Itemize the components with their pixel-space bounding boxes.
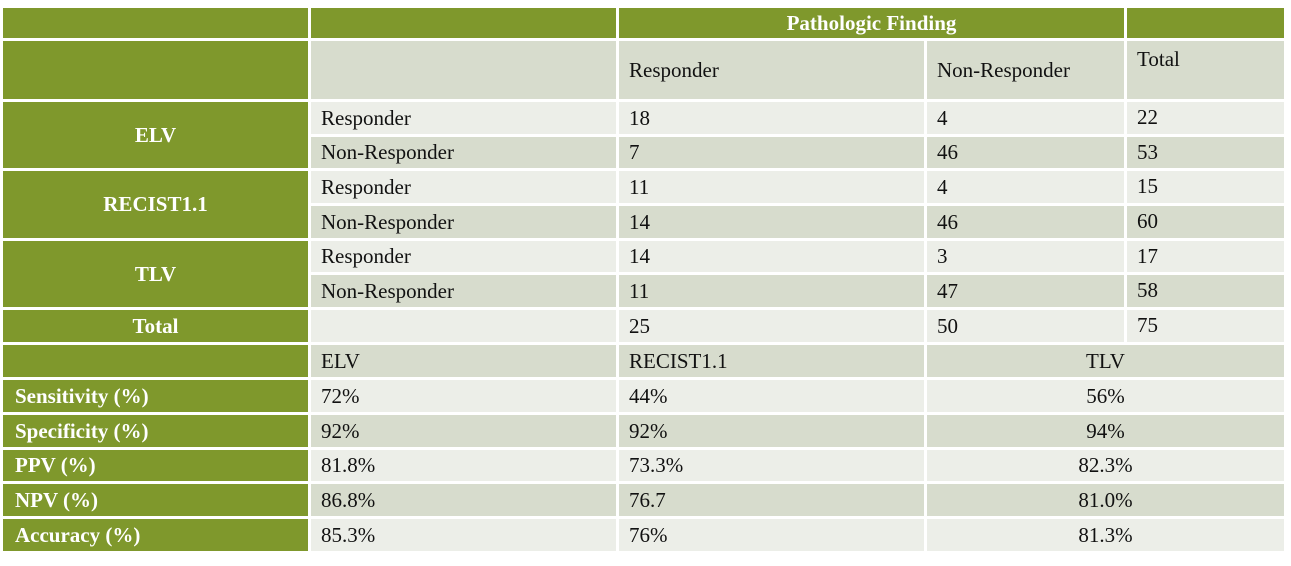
cell-responder: 14 [619, 241, 924, 272]
cell-total: 60 [1127, 206, 1284, 238]
row-label: Non-Responder [311, 206, 616, 238]
cell-total: 58 [1127, 275, 1284, 307]
group-label-recist: RECIST1.1 [3, 171, 308, 238]
metric-label-npv: NPV (%) [3, 484, 308, 516]
metric-elv: 81.8% [311, 450, 616, 481]
column-header-non-responder: Non-Responder [927, 41, 1124, 99]
metric-label-sensitivity: Sensitivity (%) [3, 380, 308, 412]
group-label-tlv: TLV [3, 241, 308, 307]
metrics-header-empty-cell [3, 345, 308, 377]
cell-non-responder: 46 [927, 137, 1124, 168]
cell-responder: 18 [619, 102, 924, 134]
group-label-elv: ELV [3, 102, 308, 168]
metric-tlv: 94% [927, 415, 1284, 447]
column-header-total: Total [1127, 41, 1284, 99]
metric-tlv: 81.0% [927, 484, 1284, 516]
row-label: Non-Responder [311, 275, 616, 307]
header-empty-cell [3, 8, 308, 38]
metric-elv: 85.3% [311, 519, 616, 551]
column-header-empty-cell [3, 41, 308, 99]
cell-responder: 14 [619, 206, 924, 238]
cell-responder: 7 [619, 137, 924, 168]
column-header-responder: Responder [619, 41, 924, 99]
cell-responder: 11 [619, 171, 924, 203]
cell-non-responder: 4 [927, 171, 1124, 203]
cell-non-responder: 4 [927, 102, 1124, 134]
metric-tlv: 82.3% [927, 450, 1284, 481]
row-label: Responder [311, 102, 616, 134]
metrics-header-tlv: TLV [927, 345, 1284, 377]
metric-elv: 86.8% [311, 484, 616, 516]
metric-label-accuracy: Accuracy (%) [3, 519, 308, 551]
column-header-empty-cell [311, 41, 616, 99]
metric-recist: 92% [619, 415, 924, 447]
cell-total: 15 [1127, 171, 1284, 203]
metric-recist: 76.7 [619, 484, 924, 516]
metric-recist: 76% [619, 519, 924, 551]
metric-recist: 73.3% [619, 450, 924, 481]
cell-total: 53 [1127, 137, 1284, 168]
header-empty-cell [1127, 8, 1284, 38]
metric-elv: 92% [311, 415, 616, 447]
row-label: Responder [311, 241, 616, 272]
metrics-header-recist: RECIST1.1 [619, 345, 924, 377]
metric-tlv: 81.3% [927, 519, 1284, 551]
total-row-empty-cell [311, 310, 616, 342]
metrics-header-elv: ELV [311, 345, 616, 377]
cell-total: 17 [1127, 241, 1284, 272]
cell-responder: 11 [619, 275, 924, 307]
cell-total: 22 [1127, 102, 1284, 134]
header-empty-cell [311, 8, 616, 38]
row-label: Non-Responder [311, 137, 616, 168]
row-label: Responder [311, 171, 616, 203]
metric-label-specificity: Specificity (%) [3, 415, 308, 447]
cell-non-responder: 47 [927, 275, 1124, 307]
metric-label-ppv: PPV (%) [3, 450, 308, 481]
cell-non-responder: 3 [927, 241, 1124, 272]
pathologic-finding-header: Pathologic Finding [619, 8, 1124, 38]
metric-elv: 72% [311, 380, 616, 412]
cell-non-responder: 46 [927, 206, 1124, 238]
metric-tlv: 56% [927, 380, 1284, 412]
total-row-label: Total [3, 310, 308, 342]
total-responder: 25 [619, 310, 924, 342]
metric-recist: 44% [619, 380, 924, 412]
total-total: 75 [1127, 310, 1284, 342]
total-non-responder: 50 [927, 310, 1124, 342]
